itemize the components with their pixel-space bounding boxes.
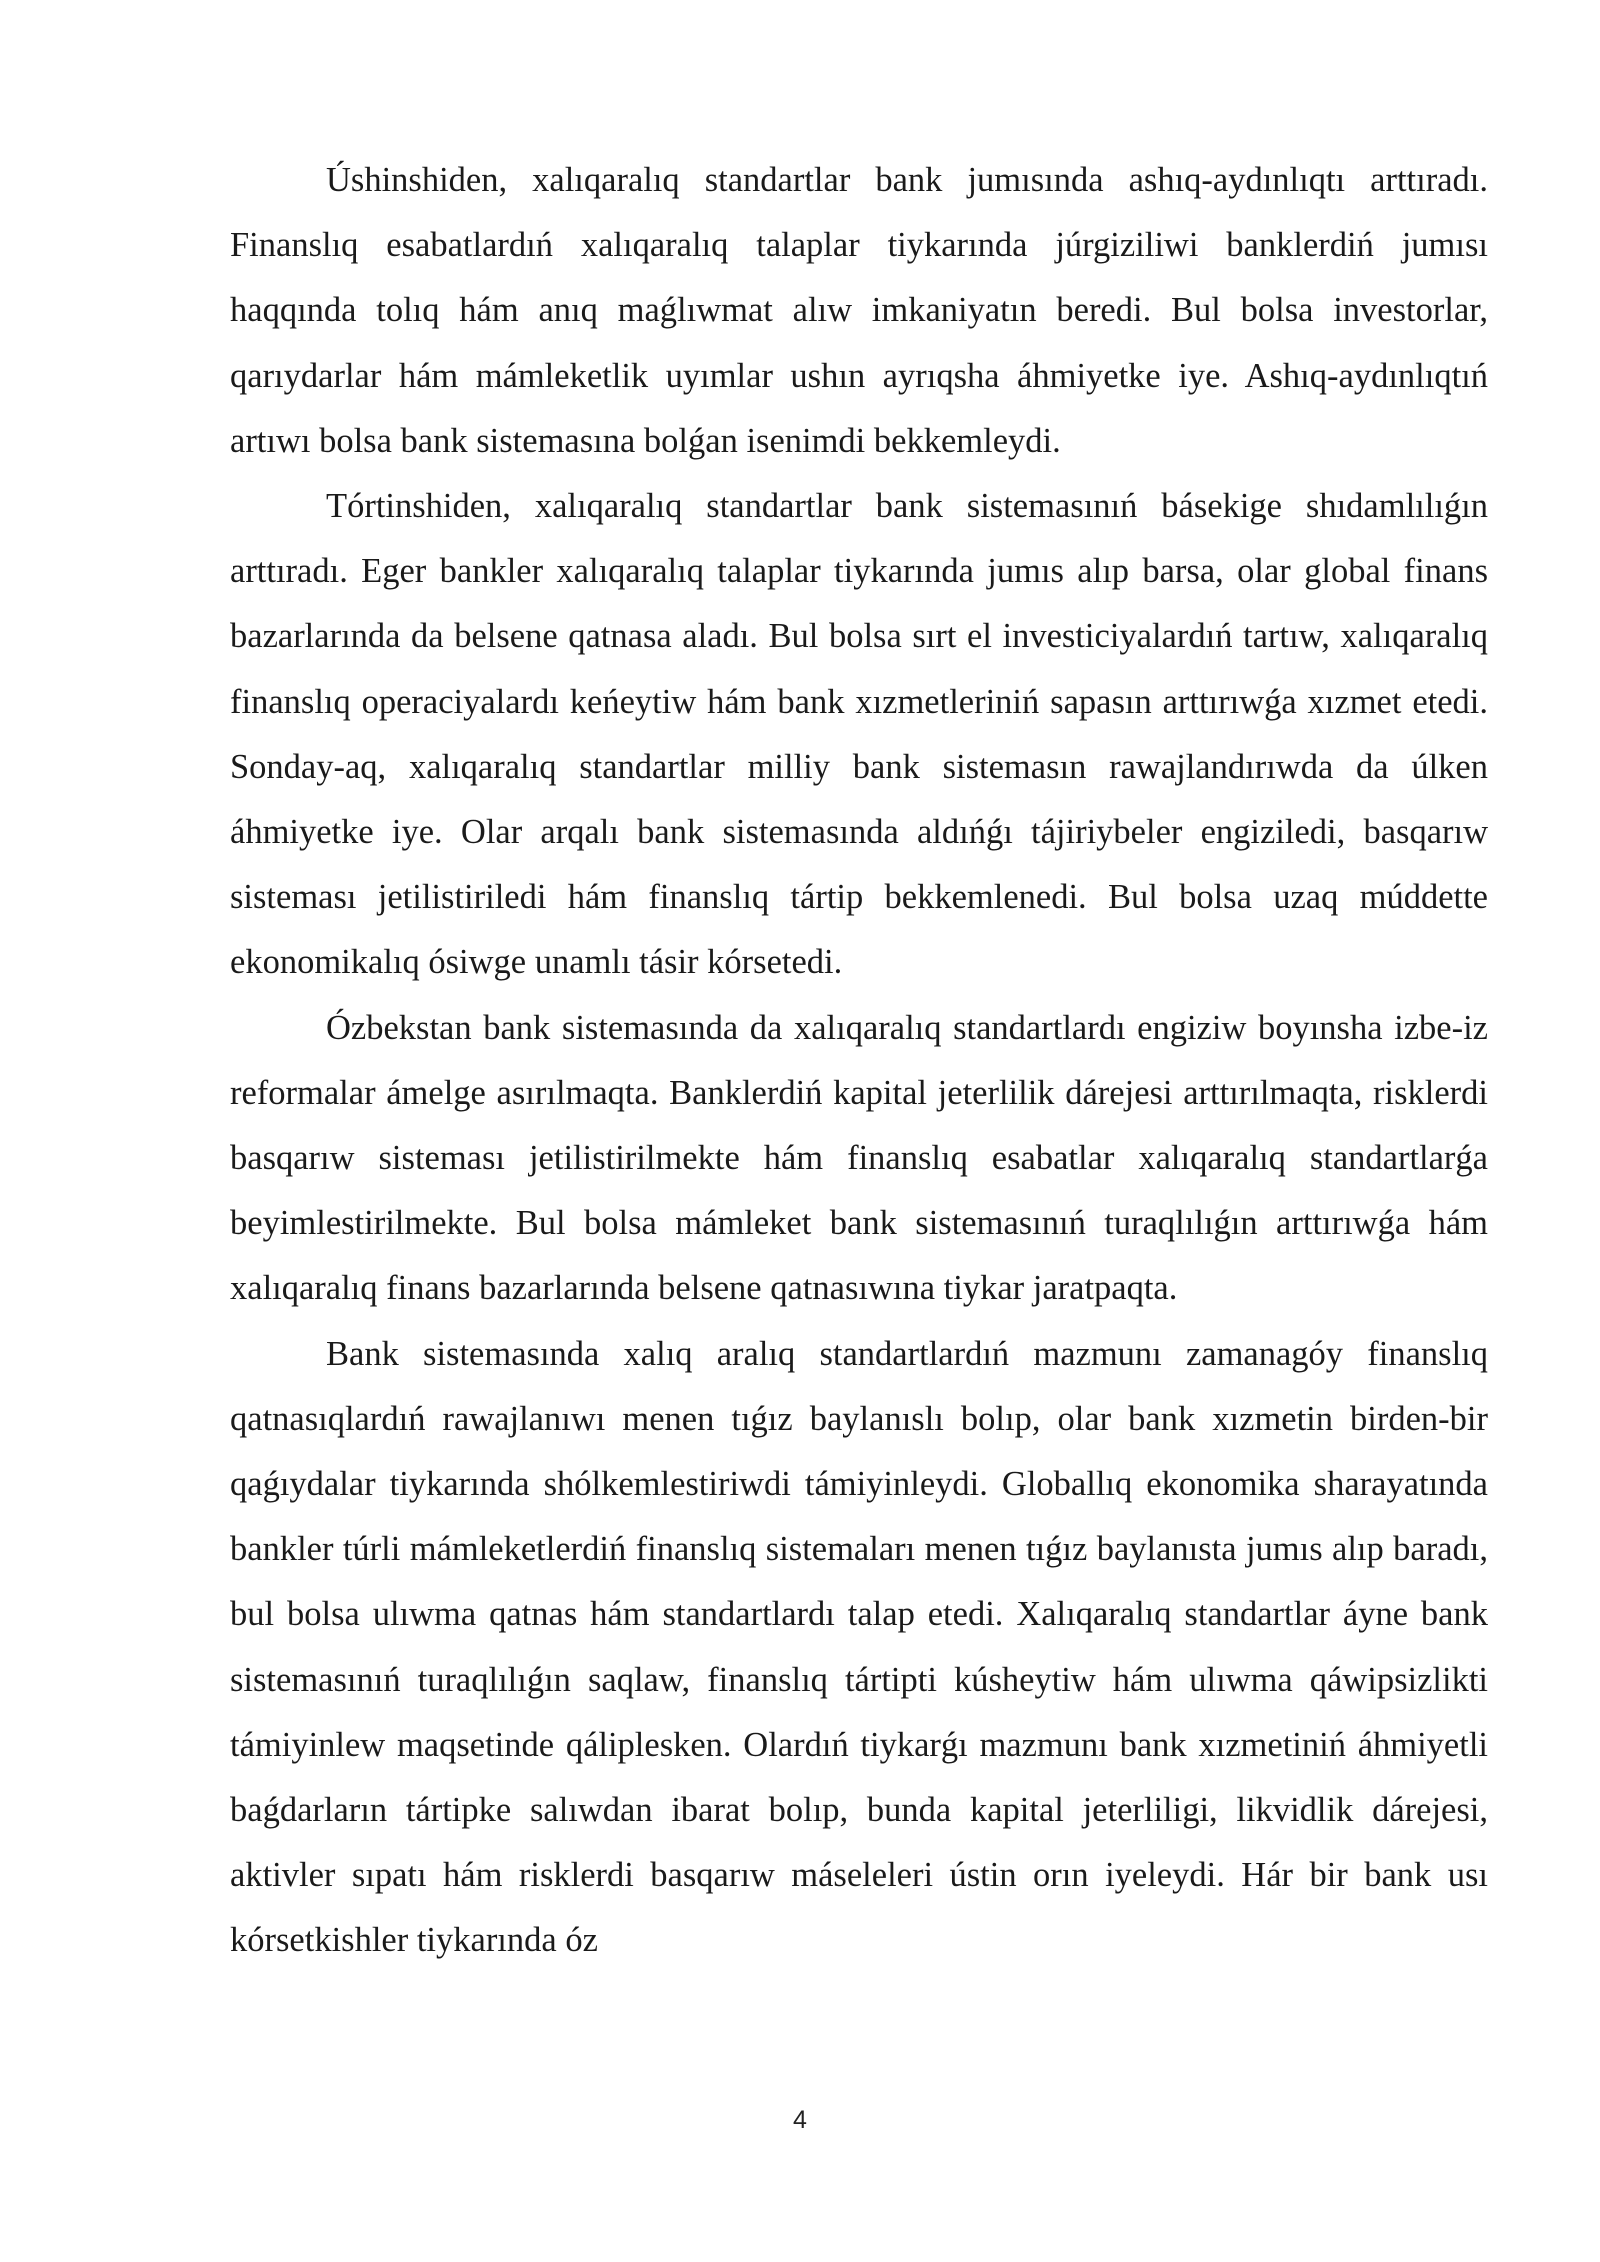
paragraph-1: Úshinshiden, xalıqaralıq standartlar bank jumısında ashıq-aydınlıqtı arttıradı. Finanslıq esabatlardıń xalıqaralıq talaplar tiykarında júrgiziliwi banklerdiń jumısı haqqında tolıq hám anıq maǵlıwmat alıw imkaniyatın beredi. Bul bolsa investorlar, qarıydarlar hám mámleketlik uyımlar ushın ayrıqsha áhmiyetke iye. Ashıq-aydınlıqtıń artıwı bolsa bank sistemasına bolǵan isenimdi bekkemleydi. [230,161,1488,460]
page-number: 4 [793,2106,807,2134]
paragraph-2: Tórtinshiden, xalıqaralıq standartlar bank sistemasınıń básekige shıdamlılıǵın arttıradı. Eger bankler xalıqaralıq talaplar tiykarında jumıs alıp barsa, olar global finans bazarlarında da belsene qatnasa aladı. Bul bolsa sırt el investiciyalardıń tartıw, xalıqaralıq finanslıq operaciyalardı keńeytiw hám bank xızmetleriniń sapasın arttırıwǵa xızmet etedi. Sonday-aq, xalıqaralıq standartlar milliy bank sistemasın rawajlandırıwda da úlken áhmiyetke iye. Olar arqalı bank sistemasında aldıńǵı tájiriybeler engiziledi, basqarıw sisteması jetilistiriledi hám finanslıq tártip bekkemlenedi. Bul bolsa uzaq múddette ekonomikalıq ósiwge unamlı tásir kórsetedi. [230,487,1488,982]
paragraph-4: Bank sistemasında xalıq aralıq standartlardıń mazmunı zamanagóy finanslıq qatnasıqlardıń rawajlanıwı menen tıǵız baylanıslı bolıp, olar bank xızmetin birden-bir qaǵıydalar tiykarında shólkemlestiriwdi támiyinleydi. Globallıq ekonomika sharayatında bankler túrli mámleketlerdiń finanslıq sistemaları menen tıǵız baylanısta jumıs alıp baradı, bul bolsa ulıwma qatnas hám standartlardı talap etedi. Xalıqaralıq standartlar áyne bank sistemasınıń turaqlılıǵın saqlaw, finanslıq tártipti kúsheytiw hám ulıwma qáwipsizlikti támiyinlew maqsetinde qáliplesken. Olardıń tiykarǵı mazmunı bank xızmetiniń áhmiyetli baǵdarların tártipke salıwdan ibarat bolıp, bunda kapital jeterliligi, likvidlik dárejesi, aktivler sıpatı hám risklerdi basqarıw máseleleri ústin orın iyeleydi. Hár bir bank usı kórsetkishler tiykarında óz [230,1334,1488,1960]
body-text [230,148,1488,1974]
paragraph-3: Ózbekstan bank sistemasında da xalıqaralıq standartlardı engiziw boyınsha izbe-iz reformalar ámelge asırılmaqta. Banklerdiń kapital jeterlilik dárejesi arttırılmaqta, risklerdi basqarıw sisteması jetilistirilmekte hám finanslıq esabatlar xalıqaralıq standartlarǵa beyimlestirilmekte. Bul bolsa mámleket bank sistemasınıń turaqlılıǵın arttırıwǵa hám xalıqaralıq finans bazarlarında belsene qatnasıwına tiykar jaratpaqta. [230,1008,1488,1308]
